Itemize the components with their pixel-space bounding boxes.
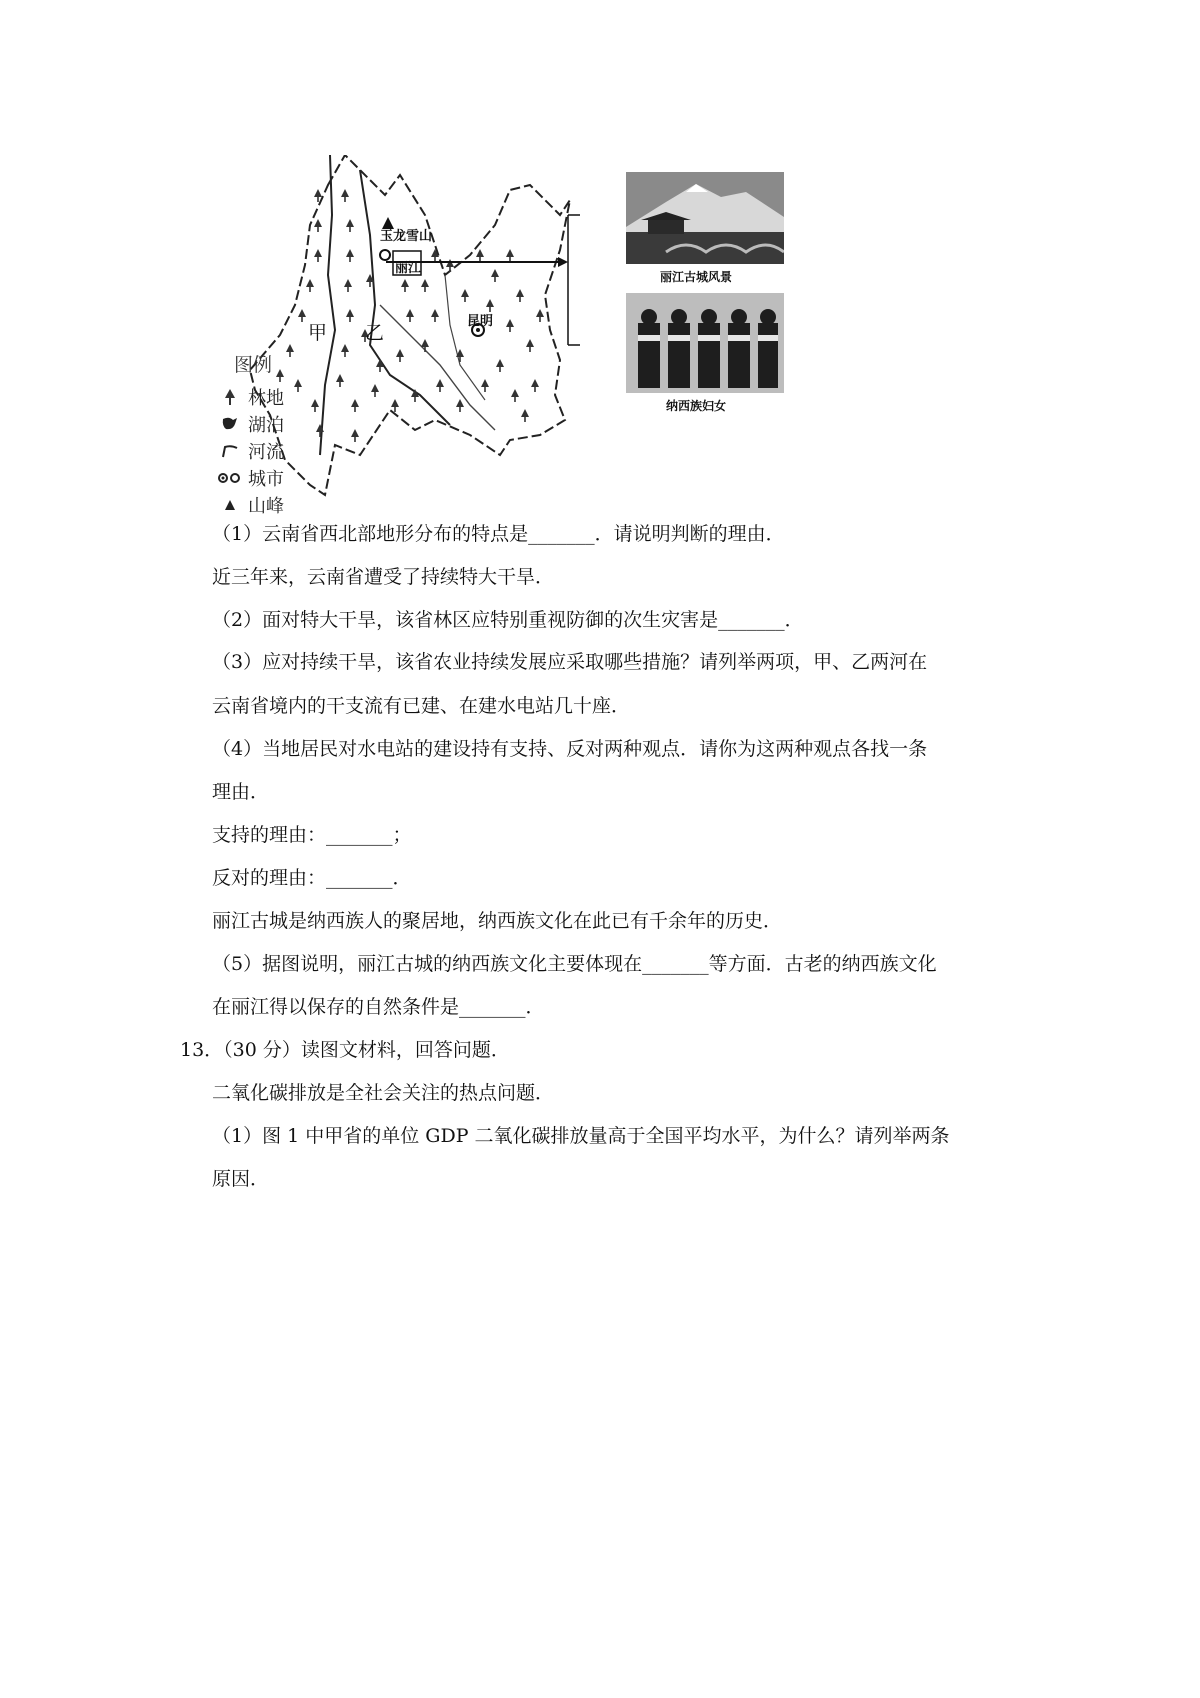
tree-symbol [446,259,454,272]
tree-symbol [314,219,322,232]
q1-line: （1）云南省西北部地形分布的特点是_______．请说明判断的理由． [212,523,785,545]
lake-icon [212,416,248,432]
tree-icon [212,389,248,405]
q13-intro: 二氧化碳排放是全社会关注的热点问题． [212,1082,555,1104]
tree-symbol [516,289,524,302]
tree-symbol [336,374,344,387]
tree-symbol [346,219,354,232]
tree-symbol [376,359,384,372]
legend-item [212,491,332,518]
legend-item [212,464,332,491]
tree-symbol [506,249,514,262]
photo-caption-lijiang: 丽江古城风景 [660,270,733,284]
legend-item [212,437,332,464]
tree-symbol [491,269,499,282]
tree-symbol [476,249,484,262]
tree-symbol [511,389,519,402]
river-icon [212,443,248,459]
q5-line: （5）据图说明，丽江古城的纳西族文化主要体现在_______等方面．古老的纳西族文化 [212,953,937,975]
tree-symbol [298,309,306,322]
q4-line-2: 理由． [212,781,270,803]
legend-label: 林地 [248,387,284,409]
tree-symbol [396,349,404,362]
legend-item [212,410,332,437]
legend-label: 山峰 [248,495,284,517]
intro-lijiang: 丽江古城是纳西族人的聚居地，纳西族文化在此已有千余年的历史． [212,910,783,932]
intro-drought: 近三年来，云南省遭受了持续特大干旱． [212,566,555,588]
tree-symbol [481,379,489,392]
q4-line: （4）当地居民对水电站的建设持有支持、反对两种观点．请你为这两种观点各找一条 [212,738,928,760]
tree-symbol [431,309,439,322]
tree-symbol [351,399,359,412]
tree-symbol [526,339,534,352]
peak-icon [212,499,248,511]
q13-1-line: （1）图 1 中甲省的单位 GDP 二氧化碳排放量高于全国平均水平，为什么？请列举两条 [212,1125,950,1147]
tree-symbol [306,279,314,292]
photo-naxi-women [626,293,784,393]
city-marker-lijiang [380,250,390,260]
map-label-jia: 甲 [308,322,328,344]
tree-symbol [351,429,359,442]
photo-naxi-graphic [626,293,784,393]
photo-lijiang-graphic [626,172,784,264]
q3-line: （3）应对持续干旱，该省农业持续发展应采取哪些措施？请列举两项，甲、乙两河在 [212,651,928,673]
tree-symbol [341,344,349,357]
tree-symbol [506,319,514,332]
support-reason: 支持的理由：_______； [212,824,412,846]
tree-symbol [346,309,354,322]
tree-symbol [456,349,464,362]
tree-symbol [461,289,469,302]
q13-1-line-2: 原因． [212,1168,270,1190]
tree-symbol [436,379,444,392]
legend-label: 河流 [248,441,284,463]
tree-symbol [371,384,379,397]
photo-lijiang-old-town [626,172,784,264]
tree-symbol [406,309,414,322]
oppose-reason: 反对的理由：_______． [212,867,412,889]
tree-symbol [521,409,529,422]
city-icon [212,472,248,484]
map-label-kunming: 昆明 [467,314,494,329]
tree-symbol [401,279,409,292]
map-label-yi: 乙 [365,322,385,344]
tree-symbol [456,399,464,412]
tree-symbol [496,359,504,372]
tree-symbol [421,339,429,352]
tree-symbol [536,309,544,322]
tree-symbol [344,279,352,292]
question-13-heading: 13．（30 分）读图文材料，回答问题． [180,1039,510,1061]
tree-symbol [314,249,322,262]
legend-title: 图例 [234,354,273,376]
q3-line-2: 云南省境内的干支流有已建、在建水电站几十座． [212,695,631,717]
legend-label: 城市 [248,468,284,490]
legend-label: 湖泊 [248,414,284,436]
tree-symbol [421,279,429,292]
tree-symbol [531,379,539,392]
map-label-lijiang: 丽江 [395,261,422,276]
arrow-head [558,257,568,267]
tree-symbol [341,189,349,202]
map-label-mountain: 玉龙雪山 [380,229,433,244]
photo-caption-naxi: 纳西族妇女 [666,399,727,413]
tree-symbol [346,249,354,262]
q5-line-2: 在丽江得以保存的自然条件是_______． [212,996,545,1018]
tree-symbol [391,399,399,412]
q2-line: （2）面对特大干旱，该省林区应特别重视防御的次生灾害是_______． [212,609,804,631]
legend-item [212,383,332,410]
map-legend [212,350,332,518]
